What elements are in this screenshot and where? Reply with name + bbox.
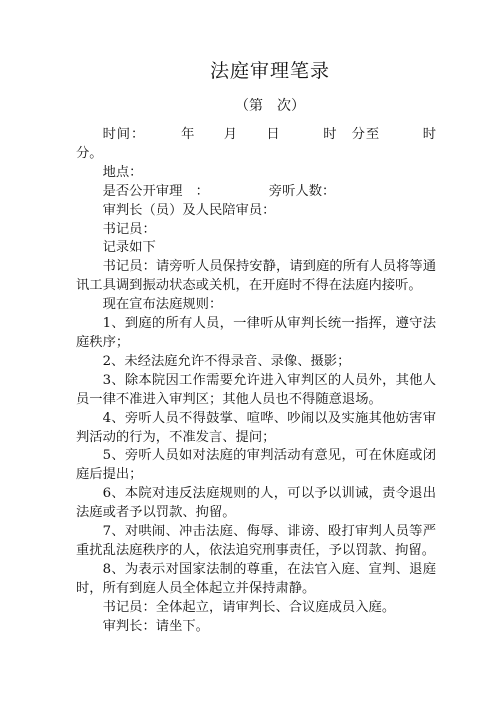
clerk-rise-line: 书记员：全体起立，请审判长、合议庭成员入庭。 [102, 599, 396, 615]
rule-item: 8、为表示对国家法制的尊重，在法官入庭、宣判、退庭时，所有到庭人员全体起立并保持肃静。 [76, 561, 436, 596]
document-title: 法庭审理笔录 [209, 60, 330, 82]
clerk-line: 书记员： [102, 221, 156, 237]
time-line: 时间： 年 月 日 时 分至 时分。 [76, 127, 436, 161]
rules-intro: 现在宣布法庭规则： [102, 297, 223, 313]
rule-item: 2、未经法庭允许不得录音、录像、摄影； [102, 353, 351, 369]
clerk-notice: 书记员：请旁听人员保持安静，请到庭的所有人员将等通讯工具调到振动状态或关机，在开庭时不得在法庭内接听。 [76, 259, 436, 294]
document-body [76, 126, 436, 636]
session-number: （第 次） [235, 98, 305, 114]
rule-item: 7、对哄闹、冲击法庭、侮辱、诽谤、殴打审判人员等严重扰乱法庭秩序的人，依法追究刑事责任，予以罚款、拘留。 [76, 524, 436, 558]
location-line: 地点： [102, 164, 143, 180]
judges-line: 审判长（员）及人民陪审员： [102, 202, 276, 218]
rule-item: 4、旁听人员不得鼓掌、喧哗、吵闹以及实施其他妨害审判活动的行为，不准发言、提问； [76, 410, 436, 445]
rule-item: 5、旁听人员如对法庭的审判活动有意见，可在休庭或闭庭后提出； [76, 448, 436, 483]
public-trial-line: 是否公开审理 ： 旁听人数： [102, 183, 336, 199]
record-as-line: 记录如下 [102, 240, 156, 256]
judge-sit-line: 审判长：请坐下。 [102, 618, 209, 634]
rule-item: 3、除本院因工作需要允许进入审判区的人员外，其他人员一律不准进入审判区；其他人员也不得随意退场。 [76, 372, 436, 407]
rule-item: 1、到庭的所有人员，一律听从审判长统一指挥，遵守法庭秩序； [76, 316, 436, 350]
rule-item: 6、本院对违反法庭规则的人，可以予以训诫，责令退出法庭或者予以罚款、拘留。 [76, 486, 436, 521]
